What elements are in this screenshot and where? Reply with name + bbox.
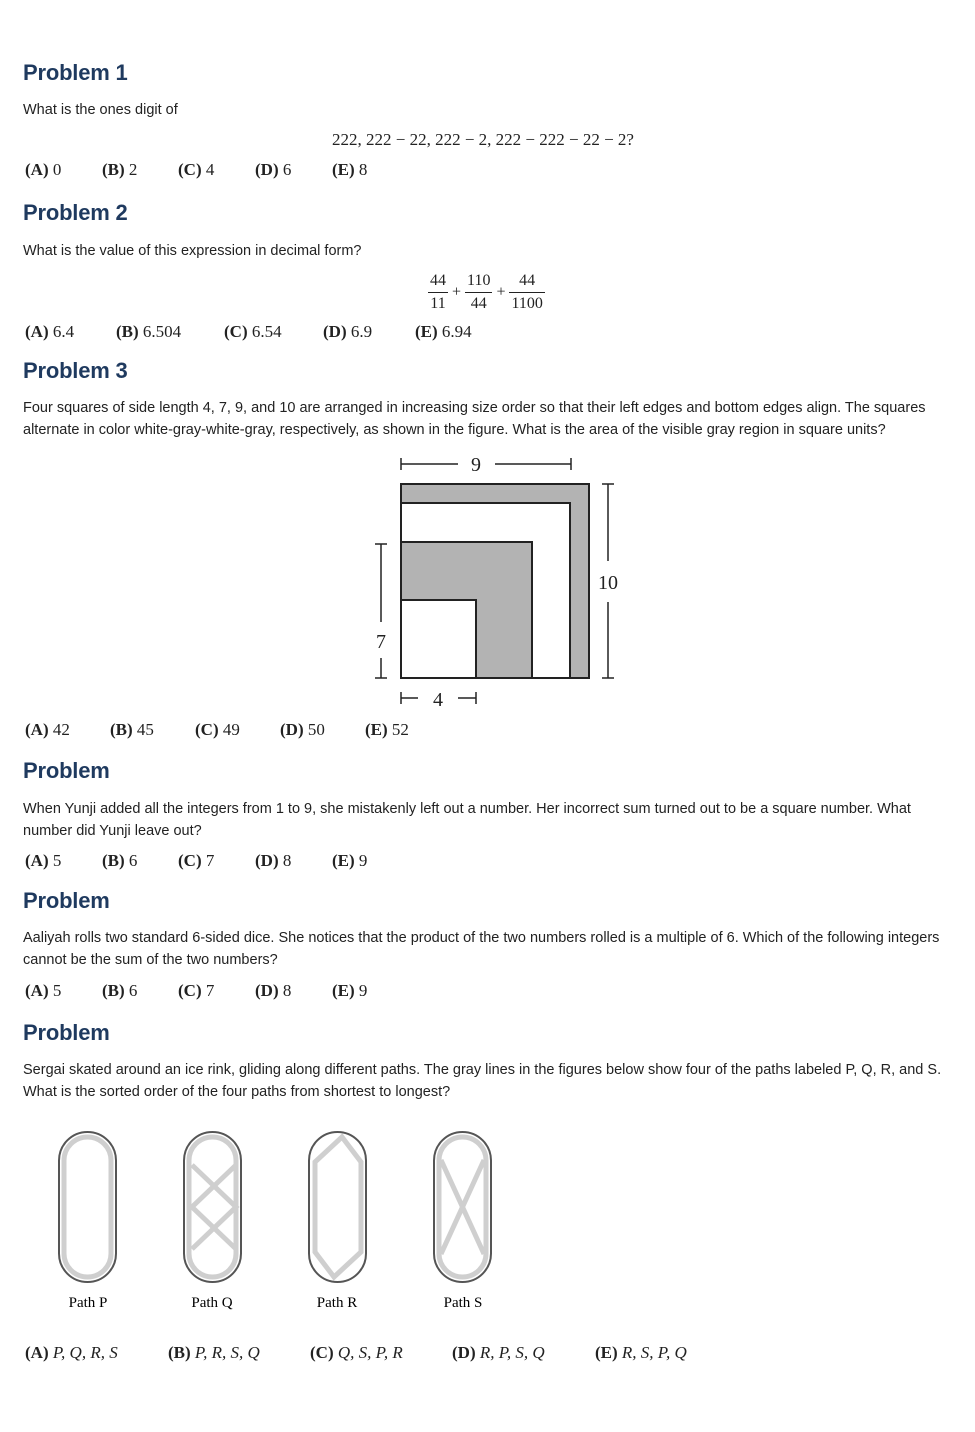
fraction [509, 270, 544, 315]
choice-label: (D) [280, 720, 304, 739]
path-q-label: Path Q [191, 1295, 233, 1311]
path-p-label: Path P [68, 1295, 108, 1311]
path-q-figure [184, 1132, 241, 1282]
choice-d[interactable] [255, 851, 291, 871]
path-r-figure [309, 1132, 366, 1282]
choice-value: 8 [358, 160, 368, 179]
choice-value: 52 [391, 720, 409, 739]
problem-5-text: Aaliyah rolls two standard 6-sided dice. She notices that the product of the two numbers rolled is a multiple of 6. Which of the following integers cannot be the sum of the two numbers? [23, 930, 940, 968]
choice-e[interactable] [415, 322, 472, 342]
choice-label: (C) [224, 322, 248, 341]
choice-value: P, R, S, Q [194, 1343, 260, 1362]
choice-label: (C) [178, 851, 202, 870]
problem-4-choices [25, 851, 445, 875]
choice-label: (E) [595, 1343, 618, 1362]
denominator: 1100 [511, 295, 543, 312]
choice-label: (B) [102, 981, 125, 1000]
problem-4-title: Problem [23, 758, 110, 783]
choice-value: 45 [136, 720, 154, 739]
choice-label: (B) [102, 851, 125, 870]
path-p-figure [59, 1132, 116, 1282]
choice-label: (C) [310, 1343, 334, 1362]
square-4 [401, 600, 476, 678]
choice-d[interactable] [452, 1343, 545, 1363]
choice-value: P, Q, R, S [52, 1343, 118, 1362]
choice-d[interactable] [255, 160, 291, 180]
choice-label: (D) [323, 322, 347, 341]
choice-label: (A) [25, 981, 49, 1000]
choice-a[interactable] [25, 160, 61, 180]
choice-label: (D) [255, 981, 279, 1000]
choice-label: (D) [255, 160, 279, 179]
problem-2-text: What is the value of this expression in decimal form? [23, 243, 362, 259]
plus-sign: + [496, 283, 506, 301]
label-9: 9 [471, 454, 481, 476]
problem-2-title: Problem 2 [23, 200, 128, 225]
path-s-figure [434, 1132, 491, 1282]
numerator: 44 [509, 270, 544, 293]
choice-d[interactable] [280, 720, 325, 740]
choice-c[interactable] [310, 1343, 403, 1363]
choice-value: R, P, S, Q [479, 1343, 545, 1362]
rink-outline [59, 1132, 116, 1282]
choice-a[interactable] [25, 720, 70, 740]
choice-value: 49 [222, 720, 240, 739]
problem-3-title: Problem 3 [23, 358, 128, 383]
choice-d[interactable] [255, 981, 291, 1001]
fraction [465, 270, 492, 315]
numerator: 110 [465, 270, 492, 293]
choice-value: 6.504 [142, 322, 182, 341]
problem-5-choices [25, 981, 445, 1005]
choice-label: (B) [102, 160, 125, 179]
choice-value: 6 [128, 981, 138, 1000]
choice-value: 5 [52, 981, 62, 1000]
denominator: 11 [430, 295, 446, 312]
choice-e[interactable] [365, 720, 409, 740]
problem-5-title: Problem [23, 888, 110, 913]
choice-value: 6.4 [52, 322, 75, 341]
choice-label: (B) [116, 322, 139, 341]
choice-label: (B) [110, 720, 133, 739]
choice-value: 6.9 [350, 322, 373, 341]
choice-value: 6.94 [441, 322, 472, 341]
choice-label: (E) [332, 981, 355, 1000]
label-7: 7 [376, 631, 386, 653]
path-r-label: Path R [316, 1295, 358, 1311]
choice-c[interactable] [224, 322, 282, 342]
choice-label: (D) [452, 1343, 476, 1362]
choice-b[interactable] [102, 981, 137, 1001]
choice-label: (A) [25, 160, 49, 179]
choice-label: (C) [178, 981, 202, 1000]
choice-label: (E) [415, 322, 438, 341]
choice-value: 8 [282, 981, 292, 1000]
problem-6-choices [25, 1343, 745, 1367]
choice-value: 6.54 [251, 322, 282, 341]
problem-3-text: Four squares of side length 4, 7, 9, and 10 are arranged in increasing size order so that their left edges and bottom edges align. The squares alternate in color white-gray-white-gray, respectively, as shown in the figure. What is the area of the visible gray region in square units? [23, 400, 926, 438]
choice-value: R, S, P, Q [621, 1343, 687, 1362]
choice-value: 6 [282, 160, 292, 179]
choice-c[interactable] [178, 160, 214, 180]
choice-value: 7 [205, 851, 215, 870]
choice-b[interactable] [102, 160, 137, 180]
path-s-label: Path S [443, 1295, 483, 1311]
problem-2-choices [25, 322, 545, 346]
numerator: 44 [428, 270, 448, 293]
problem-1-title: Problem 1 [23, 60, 128, 85]
fraction [428, 270, 448, 315]
problem-1-text: What is the ones digit of [23, 102, 178, 118]
choice-e[interactable] [332, 981, 367, 1001]
choice-b[interactable] [110, 720, 154, 740]
choice-d[interactable] [323, 322, 372, 342]
choice-value: 7 [205, 981, 215, 1000]
choice-c[interactable] [195, 720, 240, 740]
choice-c[interactable] [178, 981, 214, 1001]
problem-3-choices [25, 720, 445, 744]
choice-value: 42 [52, 720, 70, 739]
choice-b[interactable] [116, 322, 181, 342]
choice-a[interactable] [25, 322, 74, 342]
problem-6-title: Problem [23, 1020, 110, 1045]
choice-value: 2 [128, 160, 138, 179]
choice-value: 9 [358, 981, 368, 1000]
choice-label: (C) [178, 160, 202, 179]
choice-value: 50 [307, 720, 325, 739]
choice-label: (A) [25, 851, 49, 870]
problem-6-text: Sergai skated around an ice rink, gliding along different paths. The gray lines in the figures below show four of the paths labeled P, Q, R, and S. What is the sorted order of the four paths from shortest to longest? [23, 1062, 942, 1100]
choice-label: (A) [25, 720, 49, 739]
choice-e[interactable] [332, 851, 367, 871]
choice-label: (D) [255, 851, 279, 870]
choice-a[interactable] [25, 851, 61, 871]
choice-e[interactable] [332, 160, 367, 180]
choice-b[interactable] [102, 851, 137, 871]
choice-label: (A) [25, 322, 49, 341]
choice-value: Q, S, P, R [337, 1343, 403, 1362]
paths-figure [40, 1120, 520, 1320]
problem-2-expression [428, 270, 545, 315]
choice-value: 6 [128, 851, 138, 870]
label-10: 10 [598, 572, 618, 594]
choice-e[interactable] [595, 1343, 687, 1363]
choice-label: (A) [25, 1343, 49, 1362]
choice-value: 0 [52, 160, 62, 179]
choice-value: 8 [282, 851, 292, 870]
choice-label: (C) [195, 720, 219, 739]
choice-value: 5 [52, 851, 62, 870]
choice-value: 9 [358, 851, 368, 870]
choice-label: (E) [332, 851, 355, 870]
choice-a[interactable] [25, 981, 61, 1001]
problem-1-choices [25, 160, 445, 184]
choice-a[interactable] [25, 1343, 118, 1363]
choice-c[interactable] [178, 851, 214, 871]
squares-figure [360, 448, 630, 713]
label-4: 4 [433, 689, 443, 711]
choice-label: (E) [332, 160, 355, 179]
denominator: 44 [470, 295, 487, 312]
choice-label: (B) [168, 1343, 191, 1362]
choice-value: 4 [205, 160, 215, 179]
plus-sign: + [452, 283, 462, 301]
problem-4-text: When Yunji added all the integers from 1 to 9, she mistakenly left out a number. Her incorrect sum turned out to be a square number. What number did Yunji leave out? [23, 801, 911, 839]
problem-1-expression: 222, 222 − 22, 222 − 2, 222 − 222 − 22 − 2? [332, 130, 634, 149]
choice-label: (E) [365, 720, 388, 739]
choice-b[interactable] [168, 1343, 260, 1363]
